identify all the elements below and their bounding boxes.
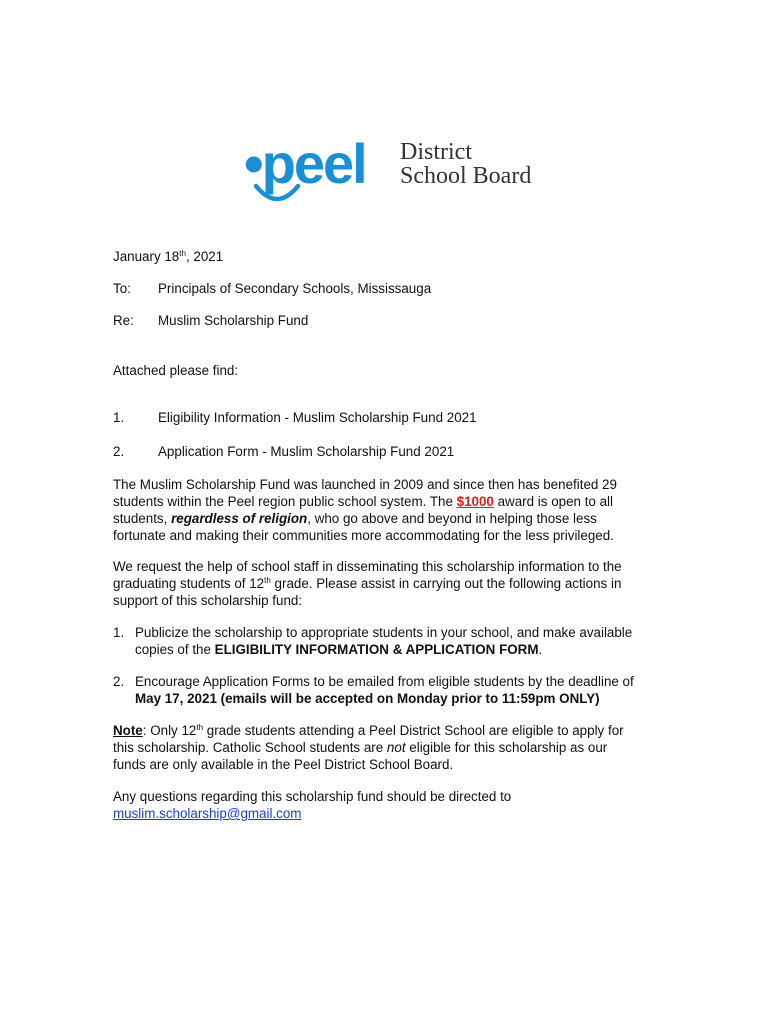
request-paragraph: We request the help of school staff in disseminating this scholarship information to the graduating students of 12th grade. Please assist in carrying out the following actions in support of this scholarship fund: xyxy=(113,559,622,608)
contact-paragraph: Any questions regarding this scholarship fund should be directed to muslim.scholarship@gmail.com xyxy=(113,789,512,821)
letter-date: January 18th, 2021 xyxy=(113,249,224,264)
email-link[interactable]: muslim.scholarship@gmail.com xyxy=(113,806,302,821)
award-amount: $1000 xyxy=(456,494,494,509)
attached-intro: Attached please find: xyxy=(113,363,239,378)
logo-wordmark: •peel xyxy=(244,132,366,195)
intro-paragraph: The Muslim Scholarship Fund was launched in 2009 and since then has benefited 29 students within the Peel region public school system. The $1000 award is open to all students, regardless of religion, who go above and beyond in helping those less fortunate and making their communities more accommodating for the less privileged. xyxy=(113,477,617,543)
smile-icon xyxy=(252,182,302,208)
logo-district-name: District School Board xyxy=(400,139,532,189)
re-label: Re: xyxy=(113,313,134,328)
re-value: Muslim Scholarship Fund xyxy=(158,313,309,328)
to-value: Principals of Secondary Schools, Mississauga xyxy=(158,281,432,296)
peel-logo xyxy=(244,132,544,212)
to-label: To: xyxy=(113,281,131,296)
deadline-text: May 17, 2021 (emails will be accepted on Monday prior to 11:59pm ONLY) xyxy=(135,691,600,706)
note-paragraph: Note: Only 12th grade students attending a Peel District School are eligible to apply for this scholarship. Catholic School students are not eligible for this scholarship as our funds are only available in the Peel District School Board. xyxy=(113,723,624,772)
letter-page: •peel District School Board January 18th, 2021 To: Principals of Secondary Schools, Mississauga Re: Muslim Scholarship Fund Attached please find: 1. Eligibility Information - Muslim Scholarship Fund 2021 2. Application Form - Muslim Scholarship Fund 2021 The Muslim Scholarship Fund was launched in 2009 and since then has benefited 29 students within the Peel region public school system. The $1000 award is open to all students, regardless of religion, who go above and beyond in helping those less fortunate and making their communities more accommodating for the less privileged. We request the help of school staff in disseminating this scholarship information to the graduating students of 12th grade. Please assist in carrying out the following actions in support of this scholarship fund: 1. Publicize the scholarship to appropriate students in your school, and make available copies of the ELIGIBILITY INFORMATION & APPLICATION FORM. 2. Encourage Application Forms to be emailed from eligible students by the deadline of May 17, 2021 (emails will be accepted on Monday prior to 11:59pm ONLY) Note: Only 12th grade students attending a Peel District School are eligible to apply for this scholarship. Catholic School students are not eligible for this scholarship as our funds are only available in the Peel District School Board. Any questions regarding this scholarship fund should be directed to muslim.scholarship@gmail.com xyxy=(0,0,770,1024)
